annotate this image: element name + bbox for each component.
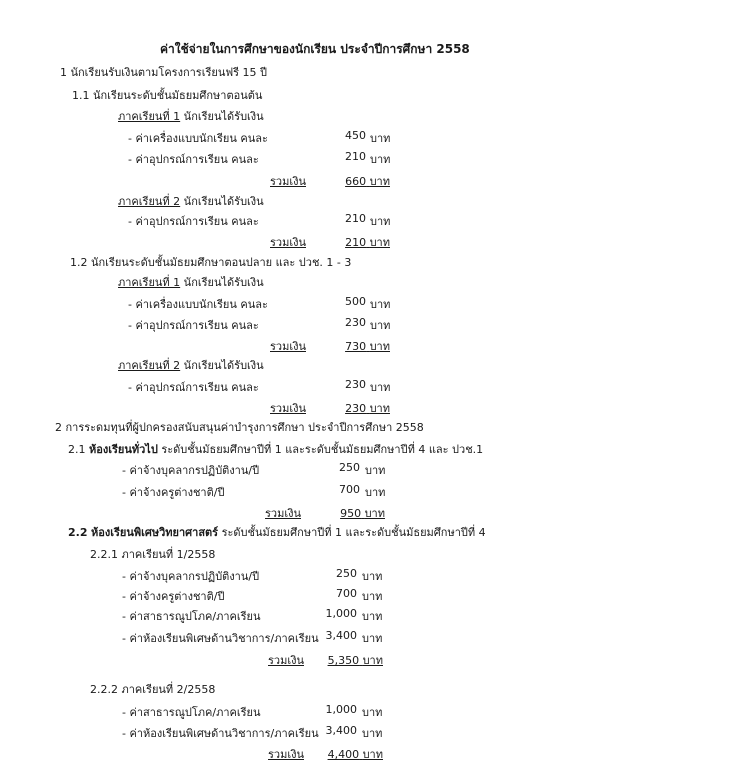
term-rest: นักเรียนได้รับเงิน [183,110,264,123]
term-label: ภาคเรียนที่ 2 [118,195,181,208]
expense-item-name: - ค่าจ้างบุคลากรปฏิบัติงาน/ปี [122,464,260,477]
expense-item-amount: 210 [345,212,366,225]
term-heading: 2.2.1 ภาคเรียนที่ 1/2558 [90,548,216,561]
total-label: รวมเงิน [270,236,306,249]
term-heading [118,192,264,210]
expense-item-amount: 250 [336,567,357,580]
total-value: 660 บาท [345,175,390,188]
section-1-2-heading: 1.2 นักเรียนระดับชั้นมัธยมศึกษาตอนปลาย และ ปวช. 1 - 3 [70,256,352,269]
expense-item-name: - ค่าจ้างครูต่างชาติ/ปี [122,590,225,603]
total-value: 230 บาท [345,402,390,415]
expense-item-amount: 500 [345,295,366,308]
expense-item-unit: บาท [370,215,391,228]
term-rest: นักเรียนได้รับเงิน [183,276,264,289]
section-2-2-heading: 2.2 ห้องเรียนพิเศษวิทยาศาสตร์ ระดับชั้นมัธยมศึกษาปีที่ 1 และระดับชั้นมัธยมศึกษาปีที่ 4 [68,526,486,539]
total-value: 210 บาท [345,236,390,249]
total-value: 730 บาท [345,340,390,353]
expense-item-amount: 230 [345,378,366,391]
expense-item-unit: บาท [365,486,386,499]
total-label: รวมเงิน [268,654,304,667]
expense-item-name: - ค่าอุปกรณ์การเรียน คนละ [128,381,259,394]
expense-item-amount: 3,400 [325,724,357,737]
section-2-heading: 2 การระดมทุนที่ผู้ปกครองสนับสนุนค่าบำรุงการศึกษา ประจำปีการศึกษา 2558 [55,421,424,434]
term-heading [118,273,264,291]
expense-item-unit: บาท [362,706,383,719]
term-heading [118,356,264,374]
expense-item-unit: บาท [370,319,391,332]
expense-item-amount: 3,400 [325,629,357,642]
expense-item-unit: บาท [362,727,383,740]
total-label: รวมเงิน [270,402,306,415]
expense-item-name: - ค่าเครื่องแบบนักเรียน คนละ [128,132,268,145]
expense-item-unit: บาท [370,132,391,145]
term-heading: 2.2.2 ภาคเรียนที่ 2/2558 [90,683,216,696]
expense-item-unit: บาท [365,464,386,477]
expense-item-name: - ค่าจ้างครูต่างชาติ/ปี [122,486,225,499]
expense-item-unit: บาท [362,632,383,645]
page-title: ค่าใช้จ่ายในการศึกษาของนักเรียน ประจำปีการศึกษา 2558 [160,42,470,56]
expense-item-name: - ค่าจ้างบุคลากรปฏิบัติงาน/ปี [122,570,260,583]
section-1-heading: 1 นักเรียนรับเงินตามโครงการเรียนฟรี 15 ปี [60,66,268,79]
term-label: ภาคเรียนที่ 1 [118,110,181,123]
expense-item-name: - ค่าอุปกรณ์การเรียน คนละ [128,153,259,166]
expense-item-name: - ค่าสาธารณูปโภค/ภาคเรียน [122,706,261,719]
term-rest: นักเรียนได้รับเงิน [183,195,264,208]
expense-item-amount: 450 [345,129,366,142]
expense-item-amount: 210 [345,150,366,163]
total-label: รวมเงิน [268,748,304,761]
total-value: 950 บาท [340,507,385,520]
total-label: รวมเงิน [270,175,306,188]
expense-item-amount: 700 [336,587,357,600]
total-value: 4,400 บาท [327,748,383,761]
total-label: รวมเงิน [265,507,301,520]
expense-item-unit: บาท [362,610,383,623]
expense-item-name: - ค่าอุปกรณ์การเรียน คนละ [128,215,259,228]
expense-item-amount: 250 [339,461,360,474]
term-label: ภาคเรียนที่ 2 [118,359,181,372]
expense-item-amount: 230 [345,316,366,329]
total-label: รวมเงิน [270,340,306,353]
expense-item-unit: บาท [362,590,383,603]
expense-item-name: - ค่าเครื่องแบบนักเรียน คนละ [128,298,268,311]
expense-item-unit: บาท [370,298,391,311]
section-1-1-heading: 1.1 นักเรียนระดับชั้นมัธยมศึกษาตอนต้น [72,89,263,102]
expense-item-name: - ค่าห้องเรียนพิเศษด้านวิชาการ/ภาคเรียน [122,727,319,740]
expense-item-unit: บาท [362,570,383,583]
expense-item-amount: 1,000 [325,703,357,716]
expense-item-unit: บาท [370,153,391,166]
expense-item-name: - ค่าสาธารณูปโภค/ภาคเรียน [122,610,261,623]
expense-item-amount: 1,000 [325,607,357,620]
total-value: 5,350 บาท [327,654,383,667]
term-label: ภาคเรียนที่ 1 [118,276,181,289]
expense-item-name: - ค่าอุปกรณ์การเรียน คนละ [128,319,259,332]
term-rest: นักเรียนได้รับเงิน [183,359,264,372]
expense-item-name: - ค่าห้องเรียนพิเศษด้านวิชาการ/ภาคเรียน [122,632,319,645]
section-2-1-heading: 2.1 ห้องเรียนทั่วไป ระดับชั้นมัธยมศึกษาปีที่ 1 และระดับชั้นมัธยมศึกษาปีที่ 4 และ ปวช.1 [68,443,484,456]
term-heading [118,107,264,125]
expense-item-unit: บาท [370,381,391,394]
expense-item-amount: 700 [339,483,360,496]
